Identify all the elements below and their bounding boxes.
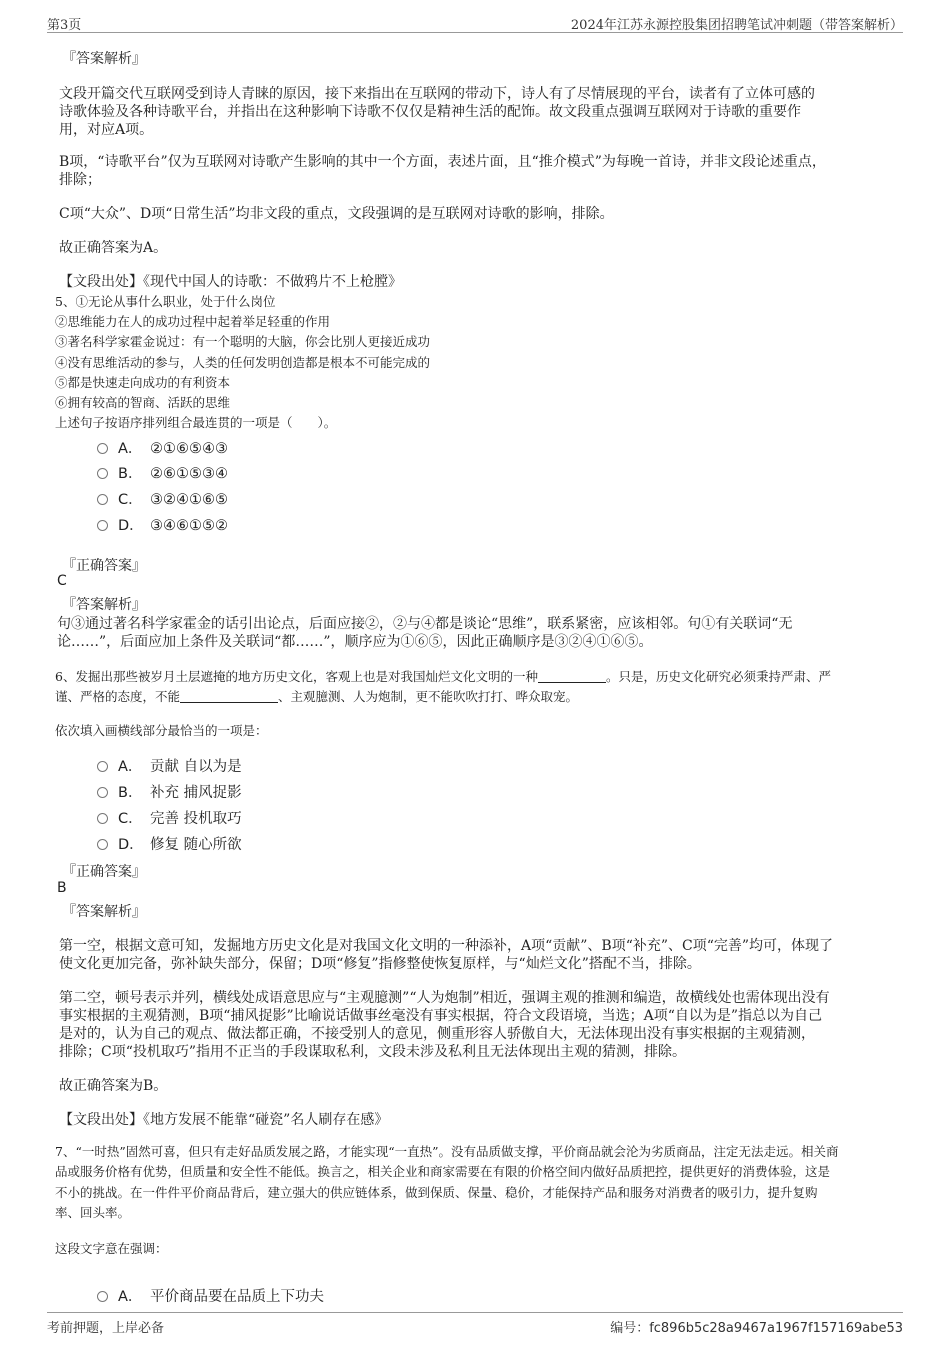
q6-analysis-line: 第二空，顿号表示并列，横线处成语意思应与“主观臆测”“人为炮制”相近，强调主观的推测和编造，故横线处也需体现出没有 <box>59 990 830 1006</box>
q5-analysis-line: 论……”，后面应加上条件及关联词“都……”，顺序应为①⑥⑤，因此正确顺序是③②④①⑥⑤。 <box>57 634 653 650</box>
radio-button-icon[interactable] <box>97 494 108 505</box>
q4-analysis-line: 排除； <box>59 172 101 188</box>
q6-stem-line: 谨、严格的态度，不能 、主观臆测、人为炮制，更不能吹吹打打、哗众取宠。 <box>55 689 579 704</box>
radio-button-icon[interactable] <box>97 813 108 824</box>
q7-prompt: 这段文字意在强调： <box>55 1241 168 1256</box>
q5-analysis-line: 句③通过著名科学家霍金的话引出论点，后面应接②，②与④都是谈论“思维”，联系紧密，应该相邻。句①有关联词“无 <box>57 616 793 632</box>
q7-option-a[interactable]: A． 平价商品要在品质上下功夫 <box>97 1285 324 1306</box>
q6-answer: B <box>57 880 67 896</box>
q5-option-c[interactable]: C． ③②④①⑥⑤ <box>97 488 228 509</box>
q5-stem-line: ③著名科学家霍金说过：有一个聪明的大脑，你会比别人更接近成功 <box>55 334 431 349</box>
q6-option-b[interactable]: B． 补充 捕风捉影 <box>97 781 242 802</box>
q6-option-d[interactable]: D． 修复 随心所欲 <box>97 833 242 854</box>
q4-conclusion: 故正确答案为A。 <box>59 240 168 256</box>
radio-button-icon[interactable] <box>97 468 108 479</box>
q5-stem-line: 5、①无论从事什么职业，处于什么岗位 <box>55 294 276 309</box>
radio-button-icon[interactable] <box>97 1291 108 1302</box>
q6-analysis-heading: 『答案解析』 <box>62 904 146 920</box>
q7-stem-line: 率、回头率。 <box>55 1205 131 1220</box>
q6-analysis-line: 是对的，认为自己的观点、做法都正确，不接受别人的意见，侧重形容人骄傲自大，无法体现出没有事实根据的主观猜测， <box>59 1026 815 1042</box>
q5-answer-heading: 『正确答案』 <box>62 558 146 574</box>
q7-stem-line: 7、“一时热”固然可喜，但只有走好品质发展之路，才能实现“一直热”。没有品质做支撑，平价商品就会沦为劣质商品，注定无法走远。相关商 <box>55 1144 839 1159</box>
q5-stem-line: ④没有思维活动的参与，人类的任何发明创造都是根本不可能完成的 <box>55 355 431 370</box>
q4-analysis-line: 文段开篇交代互联网受到诗人青睐的原因，接下来指出在互联网的带动下，诗人有了尽情展现的平台，读者有了立体可感的 <box>59 86 815 102</box>
q6-conclusion: 故正确答案为B。 <box>59 1078 168 1094</box>
q5-option-d[interactable]: D． ③④⑥①⑤② <box>97 514 228 535</box>
page-number: 第3页 <box>47 18 82 33</box>
q6-prompt: 依次填入画横线部分最恰当的一项是： <box>55 723 268 738</box>
q6-option-a[interactable]: A． 贡献 自以为是 <box>97 755 242 776</box>
q4-analysis-line: 诗歌体验及各种诗歌平台，并指出在这种影响下诗歌不仅仅是精神生活的配饰。故文段重点强调互联网对于诗歌的重要作 <box>59 104 801 120</box>
q4-analysis-line: C项“大众”、D项“日常生活”均非文段的重点，文段强调的是互联网对诗歌的影响，排除。 <box>59 206 614 222</box>
q6-answer-heading: 『正确答案』 <box>62 864 146 880</box>
q4-source: 【文段出处】《现代中国人的诗歌：不做鸦片不上枪膛》 <box>59 274 402 290</box>
q6-analysis-line: 事实根据的主观猜测，B项“捕风捉影”比喻说话做事丝毫没有事实根据，符合文段语境，当选；A项“自以为是”指总以为自己 <box>59 1008 823 1024</box>
radio-button-icon[interactable] <box>97 839 108 850</box>
q6-analysis-line: 第一空，根据文意可知，发掘地方历史文化是对我国文化文明的一种添补，A项“贡献”、B项“补充”、C项“完善”均可，体现了 <box>59 938 834 954</box>
fill-blank <box>180 690 278 703</box>
q7-stem-line: 不小的挑战。在一件件平价商品背后，建立强大的供应链体系，做到保质、保量、稳价，才能保持产品和服务对消费者的吸引力，提升复购 <box>55 1185 818 1200</box>
q6-stem-line: 6、发掘出那些被岁月土层遮掩的地方历史文化，客观上也是对我国灿烂文化文明的一种 。只是，历史文化研究必须秉持严肃、严 <box>55 669 831 684</box>
q4-analysis-heading: 『答案解析』 <box>62 51 146 67</box>
q4-analysis-line: B项，“诗歌平台”仅为互联网对诗歌产生影响的其中一个方面，表述片面，且“推介模式”为每晚一首诗，并非文段论述重点， <box>59 154 826 170</box>
q5-stem-line: ②思维能力在人的成功过程中起着举足轻重的作用 <box>55 314 331 329</box>
radio-button-icon[interactable] <box>97 761 108 772</box>
page-header <box>47 14 903 33</box>
document-title: 2024年江苏永源控股集团招聘笔试冲刺题（带答案解析） <box>570 18 903 33</box>
radio-button-icon[interactable] <box>97 443 108 454</box>
q6-option-c[interactable]: C． 完善 投机取巧 <box>97 807 242 828</box>
radio-button-icon[interactable] <box>97 787 108 798</box>
footer-slogan: 考前押题，上岸必备 <box>47 1321 165 1336</box>
q6-analysis-line: 使文化更加完备，弥补缺失部分，保留；D项“修复”指修整使恢复原样，与“灿烂文化”搭配不当，排除。 <box>59 956 701 972</box>
q6-source: 【文段出处】《地方发展不能靠“碰瓷”名人刷存在感》 <box>59 1112 389 1128</box>
q5-option-a[interactable]: A． ②①⑥⑤④③ <box>97 437 228 458</box>
q5-stem-line: ⑥拥有较高的智商、活跃的思维 <box>55 395 231 410</box>
q5-analysis-heading: 『答案解析』 <box>62 597 146 613</box>
q7-stem-line: 品或服务价格有优势，但质量和安全性不能低。换言之，相关企业和商家需要在有限的价格空间内做好品质把控，提供更好的消费体验，这是 <box>55 1164 831 1179</box>
q6-analysis-line: 排除；C项“投机取巧”指用不正当的手段谋取私利，文段未涉及私利且无法体现出主观的猜测，排除。 <box>59 1044 687 1060</box>
document-code: 编号：fc896b5c28a9467a1967f157169abe53 <box>610 1321 903 1336</box>
fill-blank <box>538 670 606 683</box>
q4-analysis-line: 用，对应A项。 <box>59 122 154 138</box>
page-footer <box>47 1312 903 1339</box>
q5-stem-line: ⑤都是快速走向成功的有利资本 <box>55 375 231 390</box>
q5-option-b[interactable]: B． ②⑥①⑤③④ <box>97 462 228 483</box>
q5-stem-prompt: 上述句子按语序排列组合最连贯的一项是（ ）。 <box>55 415 337 430</box>
q5-answer: C <box>57 573 67 589</box>
radio-button-icon[interactable] <box>97 520 108 531</box>
